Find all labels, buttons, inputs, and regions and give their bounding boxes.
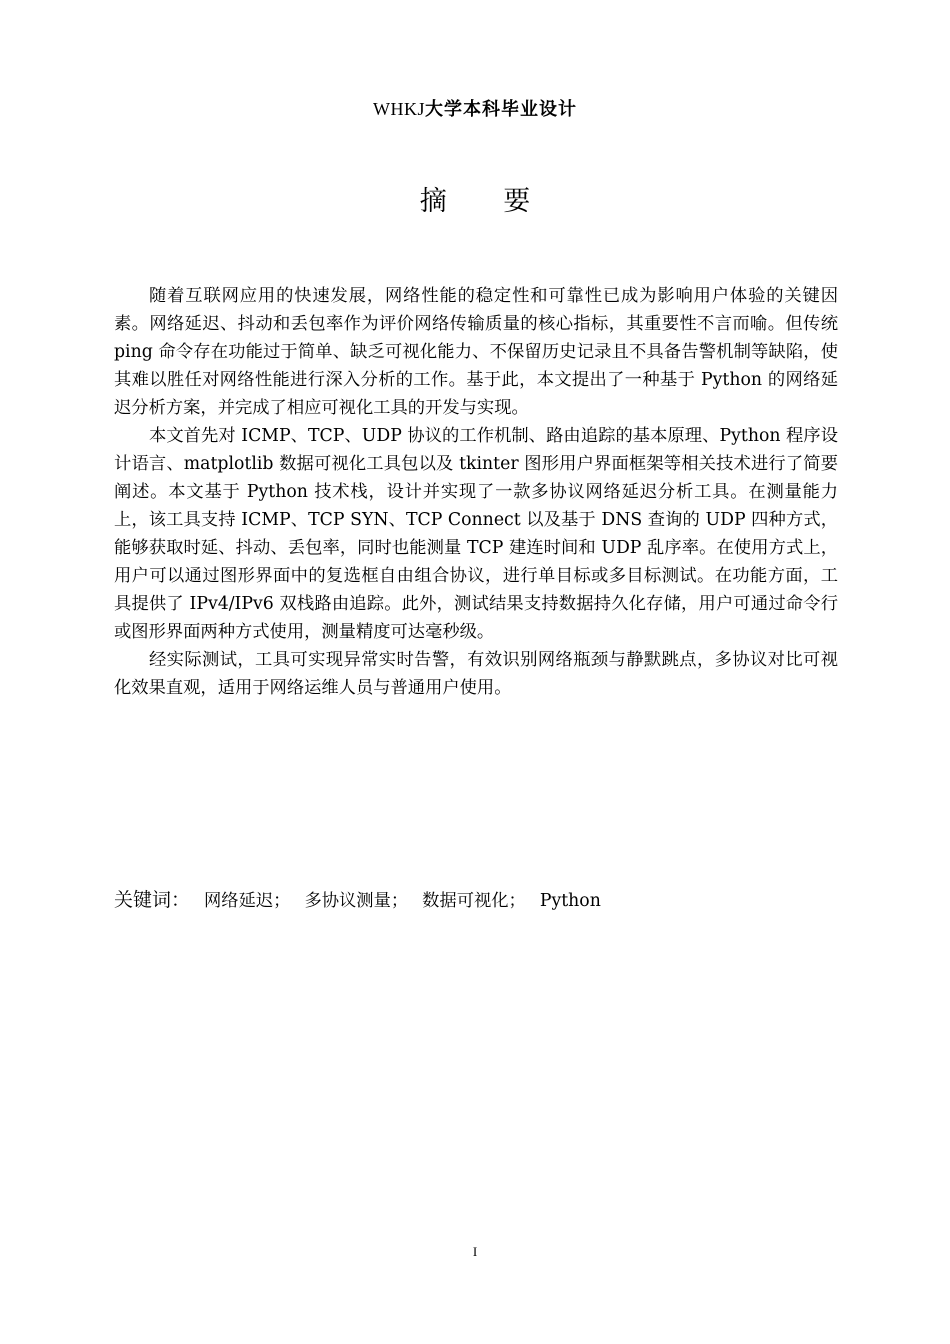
page-header: [0, 97, 950, 122]
header-title: 大学本科毕业设计: [425, 99, 577, 120]
keywords-line: [114, 886, 838, 915]
keyword-item: Python: [539, 891, 601, 911]
keyword-item: 数据可视化；: [422, 891, 526, 911]
header-school-code: WHKJ: [373, 99, 425, 119]
abstract-paragraph-2: 本文首先对 ICMP、TCP、UDP 协议的工作机制、路由追踪的基本原理、Python 程序设计语言、matplotlib 数据可视化工具包以及 tkinter 图形用户界面框架等相关技术进行了简要阐述。本文基于 Python 技术栈，设计并实现了一款多协议网络延迟分析工具。在测量能力上，该工具支持 ICMP、TCP SYN、TCP Connect 以及基于 DNS 查询的 UDP 四种方式，能够获取时延、抖动、丢包率，同时也能测量 TCP 建连时间和 UDP 乱序率。在使用方式上，用户可以通过图形界面中的复选框自由组合协议，进行单目标或多目标测试。在功能方面，工具提供了 IPv4/IPv6 双栈路由追踪。此外，测试结果支持数据持久化存储，用户可通过命令行或图形界面两种方式使用，测量精度可达毫秒级。: [114, 426, 838, 642]
abstract-body: [114, 282, 838, 702]
abstract-paragraph-1: 随着互联网应用的快速发展，网络性能的稳定性和可靠性已成为影响用户体验的关键因素。网络延迟、抖动和丢包率作为评价网络传输质量的核心指标，其重要性不言而喻。但传统 ping 命令存在功能过于简单、缺乏可视化能力、不保留历史记录且不具备告警机制等缺陷，使其难以胜任对网络性能进行深入分析的工作。基于此，本文提出了一种基于 Python 的网络延迟分析方案，并完成了相应可视化工具的开发与实现。: [114, 286, 838, 418]
keyword-item: 网络延迟；: [204, 891, 291, 911]
keyword-item: 多协议测量；: [304, 891, 409, 911]
keywords-label: 关键词：: [114, 889, 191, 911]
page-title: 摘 要: [419, 186, 555, 217]
page-number: I: [472, 1244, 478, 1259]
abstract-paragraph-3: 经实际测试，工具可实现异常实时告警，有效识别网络瓶颈与静默跳点，多协议对比可视化效果直观，适用于网络运维人员与普通用户使用。: [114, 650, 838, 698]
